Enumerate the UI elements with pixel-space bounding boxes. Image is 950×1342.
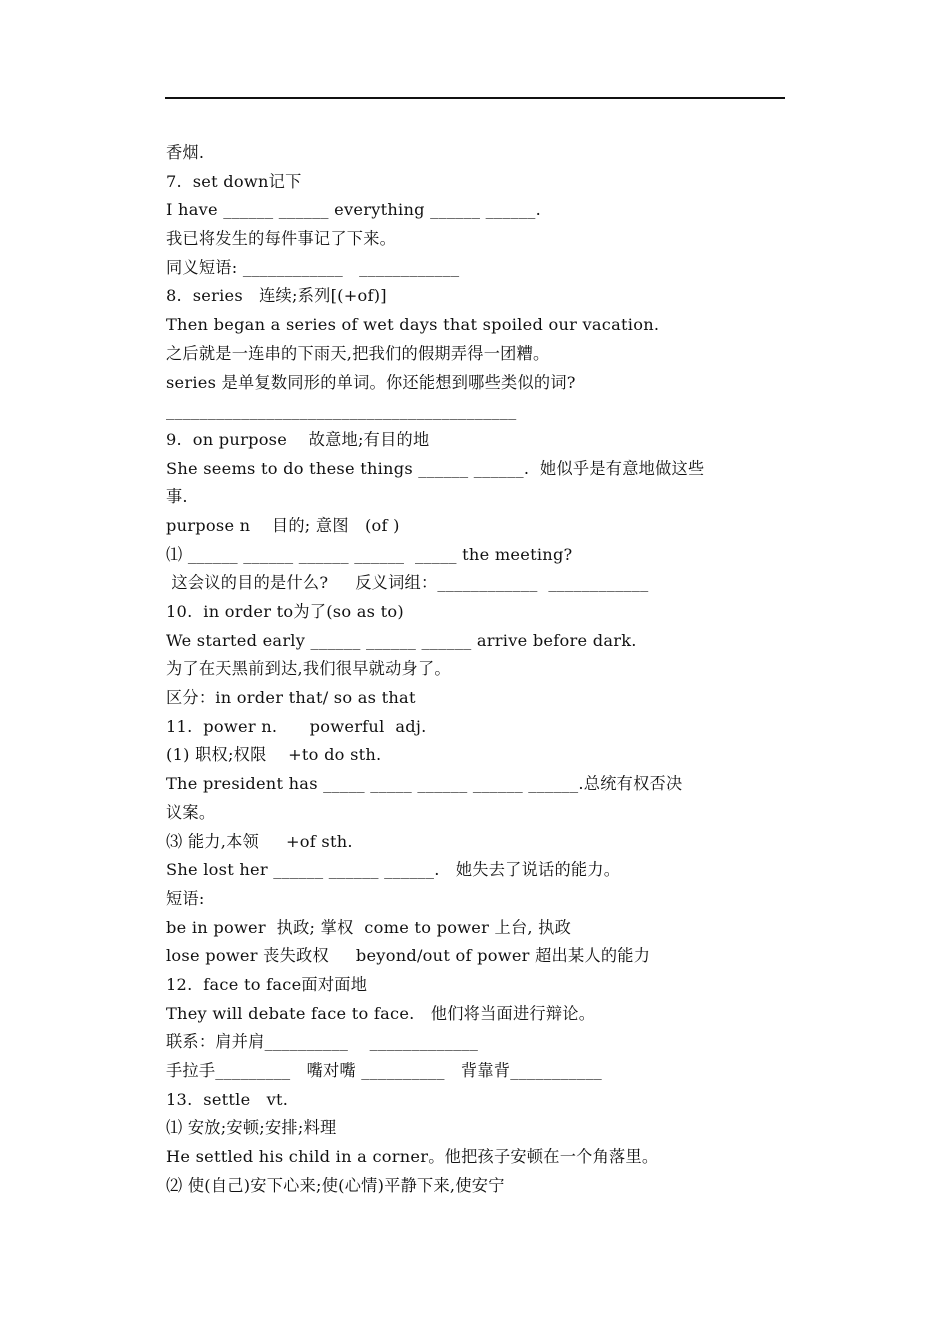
item-heading: 12. face to face面对面地 xyxy=(166,974,368,994)
item-heading: 10. in order to为了(so as to) xyxy=(166,602,404,621)
example-sentence: I have ______ ______ everything ______ ______. xyxy=(166,200,542,220)
text-line: 事. xyxy=(166,487,188,507)
phrase-heading: 短语: xyxy=(166,888,205,908)
exercise-line: ⑴ ______ ______ ______ ______ _____ the meeting? xyxy=(166,544,573,564)
example-sentence: She lost her ______ ______ ______. 她失去了说话的能力。 xyxy=(166,860,621,880)
item-heading: 7. set down记下 xyxy=(166,171,302,191)
translation: 我已将发生的每件事记了下来。 xyxy=(166,229,397,249)
translation: 之后就是一连串的下雨天,把我们的假期弄得一团糟。 xyxy=(166,343,550,363)
note-line: 区分：in order that/ so as that xyxy=(166,688,416,708)
exercise-line: 同义短语: ____________ ____________ xyxy=(166,257,460,277)
text-line: 议案。 xyxy=(166,802,216,822)
item-heading: 13. settle vt. xyxy=(166,1089,289,1109)
definition-line: (1) 职权;权限 +to do sth. xyxy=(166,745,382,765)
example-sentence: They will debate face to face. 他们将当面进行辩论。 xyxy=(166,1003,596,1023)
example-sentence: She seems to do these things ______ ______. 她似乎是有意地做这些 xyxy=(166,458,705,478)
example-sentence: We started early ______ ______ ______ arrive before dark. xyxy=(166,630,637,650)
definition-line: ⑵ 使(自己)安下心来;使(心情)平静下来,使安宁 xyxy=(166,1175,505,1195)
phrase-line: lose power 丧失政权 beyond/out of power 超出某人的能力 xyxy=(166,946,651,966)
translation: 为了在天黑前到达,我们很早就动身了。 xyxy=(166,659,451,679)
item-heading: 8. series 连续;系列[(+of)] xyxy=(166,286,387,306)
document-body xyxy=(166,139,786,1200)
header-rule xyxy=(165,97,785,99)
exercise-line: 联系：肩并肩__________ _____________ xyxy=(166,1032,479,1052)
exercise-line: 手拉手_________ 嘴对嘴 __________ 背靠背___________ xyxy=(166,1061,603,1080)
definition-line: ⑶ 能力,本领 +of sth. xyxy=(166,831,353,851)
item-heading: 9. on purpose 故意地;有目的地 xyxy=(166,429,430,449)
example-sentence: Then began a series of wet days that spoiled our vacation. xyxy=(166,315,660,335)
question-line: series 是单复数同形的单词。你还能想到哪些类似的词? xyxy=(166,372,576,392)
item-heading: 11. power n. powerful adj. xyxy=(166,716,427,736)
text-line: 香烟. xyxy=(166,143,205,162)
definition-line: purpose n 目的; 意图 (of ) xyxy=(166,515,400,535)
phrase-line: be in power 执政; 掌权 come to power 上台, 执政 xyxy=(166,917,572,937)
definition-line: ⑴ 安放;安顿;安排;料理 xyxy=(166,1118,337,1138)
answer-blank-line: __________________________________________ xyxy=(166,401,517,421)
example-sentence: The president has _____ _____ ______ ______ ______.总统有权否决 xyxy=(166,774,683,794)
example-sentence: He settled his child in a corner。他把孩子安顿在一个角落里。 xyxy=(166,1147,659,1167)
exercise-line: 这会议的目的是什么? 反义词组：____________ ____________ xyxy=(166,573,649,593)
